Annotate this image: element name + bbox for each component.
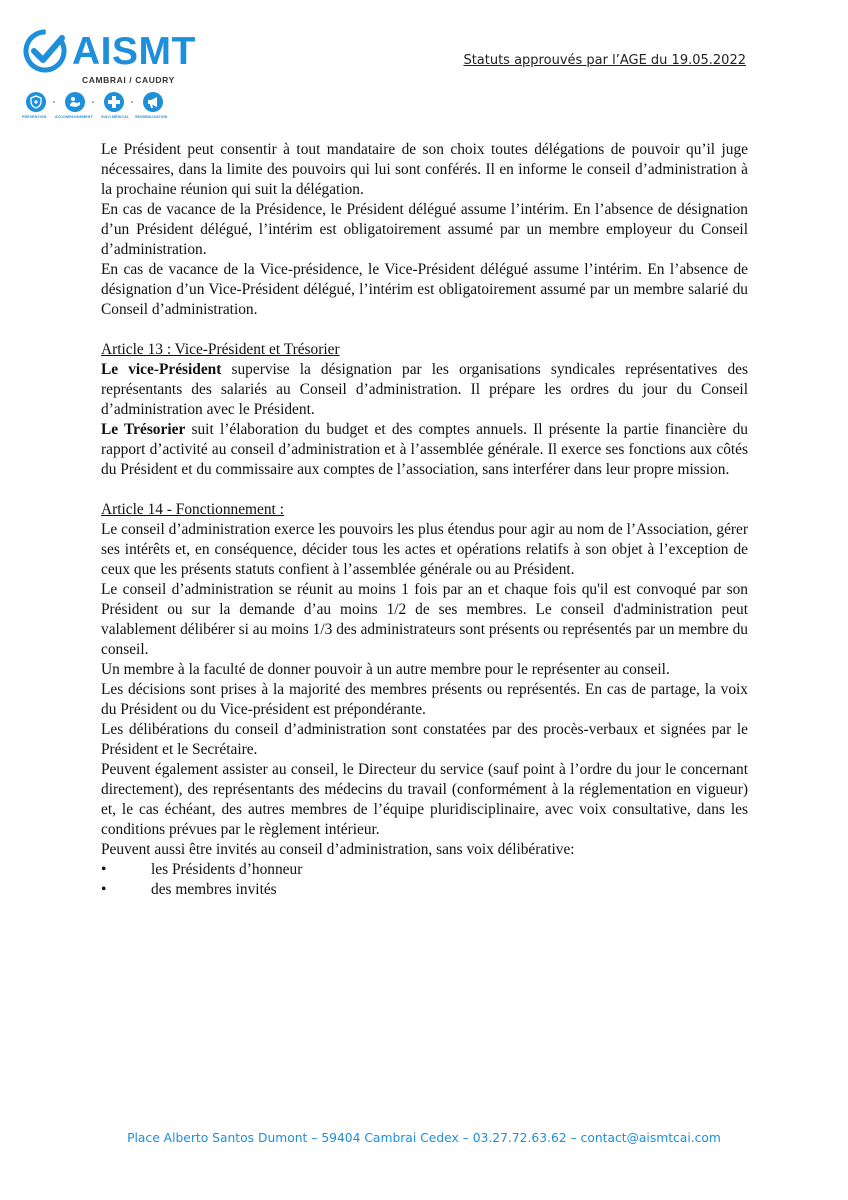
paragraph-vice-president: Le vice-Président supervise la désignation par les organisations syndicales représentatives des représentants des salariés au Conseil d’administration. Il prépare les ordres du jour du Conseil d’administration avec le Président. bbox=[101, 361, 748, 418]
footer-address: Place Alberto Santos Dumont – 59404 Cambrai Cedex – 03.27.72.63.62 – contact@aismtcai.com bbox=[127, 1131, 721, 1145]
list-item bbox=[101, 860, 748, 880]
bullet-symbol: • bbox=[101, 881, 107, 898]
paragraph: Les décisions sont prises à la majorité des membres présents ou représentés. En cas de partage, la voix du Président ou du Vice-président est prépondérante. bbox=[101, 681, 748, 718]
aismt-logo bbox=[22, 28, 196, 128]
paragraph: Peuvent aussi être invités au conseil d’administration, sans voix délibérative: bbox=[101, 841, 575, 858]
article-13-heading: Article 13 : Vice-Président et Trésorier bbox=[101, 341, 340, 358]
statuts-reference: Statuts approuvés par l’AGE du 19.05.2022 bbox=[463, 53, 746, 68]
shield-icon bbox=[26, 92, 46, 112]
paragraph-tresorier: Le Trésorier suit l’élaboration du budget et des comptes annuels. Il présente la partie financière du rapport d’activité au conseil d’administration et à l’assemblée générale. Il exerce ses fonctions aux côtés du Président et du commissaire aux comptes de l’association, sans interférer dans leur propre mission. bbox=[101, 421, 748, 478]
paragraph: Le conseil d’administration se réunit au moins 1 fois par an et chaque fois qu'il est convoqué par son Président ou sur la demande d’au moins 1/2 de ses membres. Le conseil d'administration peut valablement délibérer si au moins 1/3 des administrateurs sont présents ou représentés par un membre du conseil. bbox=[101, 581, 748, 658]
list-item-text: les Présidents d’honneur bbox=[151, 861, 303, 878]
logo-icon-row bbox=[22, 92, 182, 128]
icon-label-sensibilisation: SENSIBILISATION bbox=[135, 115, 168, 119]
list-item bbox=[101, 880, 748, 900]
paragraph: En cas de vacance de la Présidence, le Président délégué assume l’intérim. En l’absence de désignation d’un Président délégué, l’intérim est obligatoirement assumé par un membre employeur du Conseil d’administration. bbox=[101, 201, 748, 258]
paragraph: Le Président peut consentir à tout mandataire de son choix toutes délégations de pouvoir qu’il juge nécessaires, dans la limite des pouvoirs qui lui sont conférés. Il en informe le conseil d’administration à la prochaine réunion qui suit la délégation. bbox=[101, 141, 748, 198]
bullet-symbol: • bbox=[101, 861, 107, 878]
bold-term: Le Trésorier bbox=[101, 421, 186, 438]
check-circle-icon bbox=[22, 28, 68, 74]
paragraph: Les délibérations du conseil d’administration sont constatées par des procès-verbaux et signées par le Président et le Secrétaire. bbox=[101, 721, 748, 758]
logo-subtitle: CAMBRAI / CAUDRY bbox=[82, 75, 175, 85]
icon-label-accompagnement: ACCOMPAGNEMENT bbox=[55, 115, 93, 119]
separator-dot bbox=[92, 101, 94, 103]
paragraph: Un membre à la faculté de donner pouvoir à un autre membre pour le représenter au conseil. bbox=[101, 661, 670, 678]
paragraph: Le conseil d’administration exerce les pouvoirs les plus étendus pour agir au nom de l’Association, gérer ses intérêts et, en conséquence, décider tous les actes et opérations relatifs à son objet à l’exception de ceux que les présents statuts confient à l’assemblée générale ou au Président. bbox=[101, 521, 748, 578]
icon-label-suivi-medical: SUIVI MÉDICAL bbox=[101, 115, 130, 119]
bold-term: Le vice-Président bbox=[101, 361, 222, 378]
separator-dot bbox=[53, 101, 55, 103]
paragraph: Peuvent également assister au conseil, le Directeur du service (sauf point à l’ordre du jour le concernant directement), des représentants des médecins du travail (conformément à la réglementation en vigueur) et, le cas échéant, des autres membres de l’équipe pluridisciplinaire, avec voix consultative, dans les conditions prévues par le règlement intérieur. bbox=[101, 761, 748, 838]
logo-brand: AISMT bbox=[72, 30, 196, 73]
megaphone-icon bbox=[143, 92, 163, 112]
medical-cross-icon bbox=[104, 92, 124, 112]
handshake-icon bbox=[65, 92, 85, 112]
icon-label-prevention: PRÉVENTION bbox=[22, 115, 47, 119]
paragraph: En cas de vacance de la Vice-présidence, le Vice-Président délégué assume l’intérim. En l’absence de désignation d’un Vice-Président délégué, l’intérim est obligatoirement assumé par un membre salarié du Conseil d’administration. bbox=[101, 261, 748, 318]
list-item-text: des membres invités bbox=[151, 881, 277, 898]
separator-dot bbox=[131, 101, 133, 103]
document-body bbox=[101, 140, 748, 900]
article-14-heading: Article 14 - Fonctionnement : bbox=[101, 501, 284, 518]
